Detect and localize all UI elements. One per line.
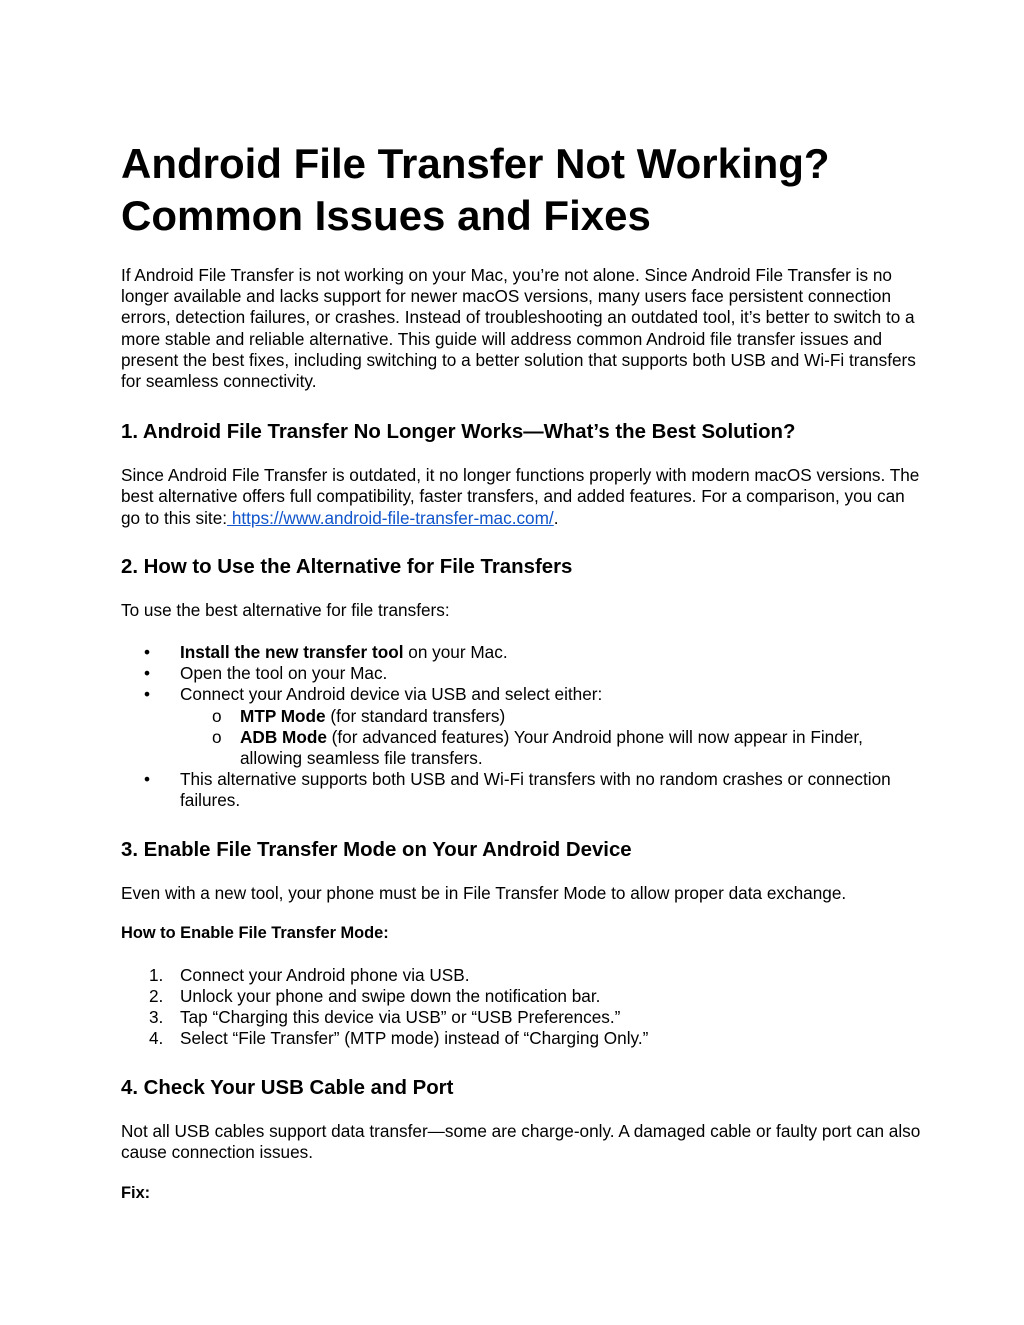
bullet-icon: •	[144, 642, 151, 663]
list-item-text: Connect your Android device via USB and select either:	[180, 684, 603, 705]
sub-item-text: (for advanced features) Your Android phone will now appear in Finder, allowing seamless file transfers.	[240, 726, 863, 769]
section-1-paragraph	[121, 465, 921, 529]
sub-list-item	[180, 706, 921, 727]
fix-label: Fix:	[121, 1184, 151, 1203]
alternative-steps-list	[121, 642, 921, 812]
section-1-suffix: .	[553, 507, 559, 528]
section-2-heading: 2. How to Use the Alternative for File Transfers	[121, 555, 573, 578]
list-item	[121, 684, 921, 769]
mode-sublist	[180, 706, 921, 770]
sub-item-text: (for standard transfers)	[325, 705, 506, 726]
list-item-text: This alternative supports both USB and Wi-Fi transfers with no random crashes or connection failures.	[180, 769, 891, 811]
sub-bullet-icon: o	[212, 705, 222, 726]
page-title: Android File Transfer Not Working? Common Issues and Fixes	[121, 140, 830, 239]
step-item	[121, 1028, 921, 1049]
step-text: Select “File Transfer” (MTP mode) instead of “Charging Only.”	[180, 1028, 649, 1049]
section-2-intro: To use the best alternative for file transfers:	[121, 599, 450, 620]
list-item-text: Open the tool on your Mac.	[180, 663, 388, 684]
list-item	[121, 769, 921, 811]
sub-list-item	[180, 727, 921, 769]
step-number: 1.	[149, 964, 164, 985]
bullet-icon: •	[144, 663, 151, 684]
sub-bullet-icon: o	[212, 726, 222, 747]
step-text: Connect your Android phone via USB.	[180, 964, 470, 985]
list-item-text: on your Mac.	[403, 642, 508, 663]
section-3-paragraph: Even with a new tool, your phone must be in File Transfer Mode to allow proper data exchange.	[121, 882, 847, 903]
comparison-site-link[interactable]: https://www.android-file-transfer-mac.com/	[227, 507, 554, 528]
list-item	[121, 642, 921, 663]
intro-paragraph: If Android File Transfer is not working on your Mac, you’re not alone. Since Android File Transfer is no longer available and lacks support for newer macOS versions, many users face persistent connection errors, detection failures, or crashes. Instead of troubleshooting an outdated tool, it’s better to switch to a more stable and reliable alternative. This guide will address common Android file transfer issues and present the best fixes, including switching to a better solution that supports both USB and Wi-Fi transfers for seamless connectivity.	[121, 265, 916, 392]
step-text: Tap “Charging this device via USB” or “USB Preferences.”	[180, 1007, 621, 1028]
section-4-paragraph: Not all USB cables support data transfer—some are charge-only. A damaged cable or faulty port can also cause connection issues.	[121, 1120, 921, 1162]
step-item	[121, 986, 921, 1007]
sub-item-bold: ADB Mode	[240, 726, 327, 747]
enable-mode-subheading: How to Enable File Transfer Mode:	[121, 923, 389, 942]
list-item	[121, 663, 921, 684]
list-item-bold: Install the new transfer tool	[180, 642, 404, 663]
section-1-heading: 1. Android File Transfer No Longer Works—What’s the Best Solution?	[121, 421, 796, 444]
step-item	[121, 965, 921, 986]
bullet-icon: •	[144, 769, 151, 790]
step-number: 3.	[149, 1007, 164, 1028]
section-3-heading: 3. Enable File Transfer Mode on Your Android Device	[121, 838, 632, 861]
step-text: Unlock your phone and swipe down the notification bar.	[180, 986, 601, 1007]
step-item	[121, 1007, 921, 1028]
enable-mode-steps	[121, 965, 921, 1050]
document-page	[121, 138, 921, 1204]
sub-item-bold: MTP Mode	[240, 705, 326, 726]
bullet-icon: •	[144, 684, 151, 705]
step-number: 2.	[149, 986, 164, 1007]
section-1-text: Since Android File Transfer is outdated, it no longer functions properly with modern macOS versions. The best alternative offers full compatibility, faster transfers, and added features. For a comparison, you can go to this site:	[121, 465, 920, 528]
step-number: 4.	[149, 1028, 164, 1049]
section-4-heading: 4. Check Your USB Cable and Port	[121, 1076, 454, 1099]
